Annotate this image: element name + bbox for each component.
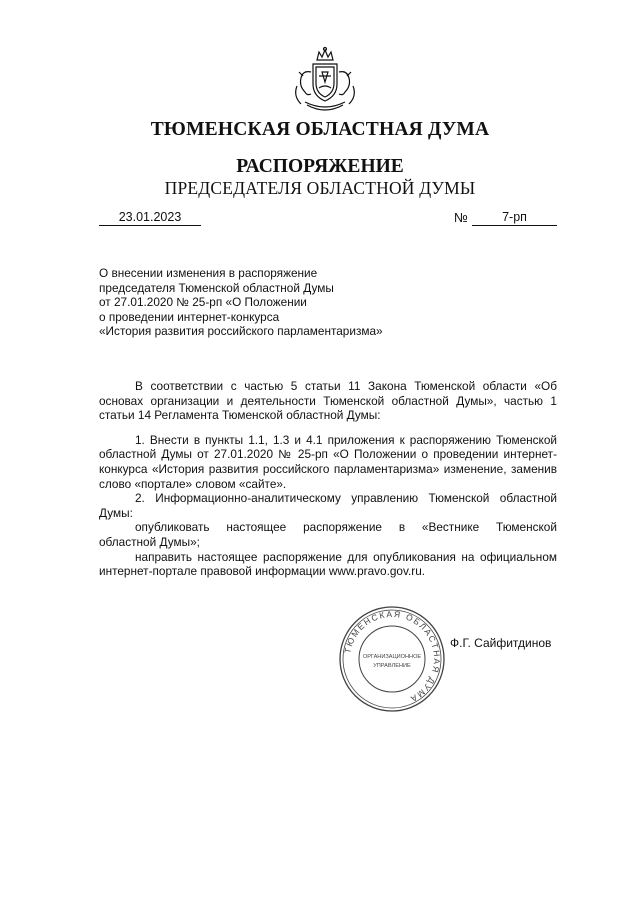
subject-line: «История развития российского парламентаризма» <box>99 324 383 339</box>
stamp-outer-text: ТЮМЕНСКАЯ ОБЛАСТНАЯ ДУМА <box>342 608 443 705</box>
sub1-word: распоряжение <box>303 520 382 535</box>
subject-line: о проведении интернет-конкурса <box>99 309 280 324</box>
coat-of-arms-icon <box>289 46 361 118</box>
sub1-word: в <box>398 520 406 535</box>
item-2-sub1-continuation: областной Думы»; <box>99 534 200 549</box>
sub1-word: «Вестнике <box>421 520 480 535</box>
subject-line: председателя Тюменской областной Думы <box>99 280 334 295</box>
stamp-inner-line-1: ОРГАНИЗАЦИОННОЕ <box>362 654 422 660</box>
subject-line: О внесении изменения в распоряжение <box>99 266 318 280</box>
document-date: 23.01.2023 <box>99 210 201 226</box>
organization-stamp <box>337 604 447 714</box>
signatory-name: Ф.Г. Сайфитдинов <box>450 636 552 650</box>
number-label: № <box>454 210 468 225</box>
stamp-inner-line-2: УПРАВЛЕНИЕ <box>373 663 411 669</box>
document-type: РАСПОРЯЖЕНИЕ <box>236 156 404 177</box>
sub1-word: Тюменской <box>496 520 557 535</box>
item-2-sub2-paragraph: направить настоящее распоряжение для опубликования на официальном интернет-портале правовой информации www.pravo.gov.ru. <box>99 549 557 579</box>
organization-title: ТЮМЕНСКАЯ ОБЛАСТНАЯ ДУМА <box>150 119 490 140</box>
item-1-paragraph: 1. Внести в пункты 1.1, 1.3 и 4.1 приложения к распоряжению Тюменской областной Думы от 27.01.2020 № 25-рп «О Положении о проведении интернет-конкурса «История развития российского парламентаризма» изменение, заменив слово «портале» словом «сайте». <box>99 432 557 491</box>
preamble-paragraph: В соответствии с частью 5 статьи 11 Закона Тюменской области «Об основах организации и деятельности Тюменской областной Думы», частью 1 статьи 14 Регламента Тюменской областной Думы: <box>99 379 557 423</box>
document-body <box>99 379 557 579</box>
sub1-word: настоящее <box>226 520 287 535</box>
document-issuer: ПРЕДСЕДАТЕЛЯ ОБЛАСТНОЙ ДУМЫ <box>164 178 476 198</box>
document-subject <box>99 266 383 339</box>
item-2-paragraph: 2. Информационно-аналитическому управлению Тюменской областной Думы: <box>99 491 557 520</box>
document-number: 7-рп <box>472 210 557 226</box>
subject-line: от 27.01.2020 № 25-рп «О Положении <box>99 295 307 310</box>
sub1-word: опубликовать <box>135 520 210 535</box>
item-2-sub1-line <box>99 520 557 535</box>
